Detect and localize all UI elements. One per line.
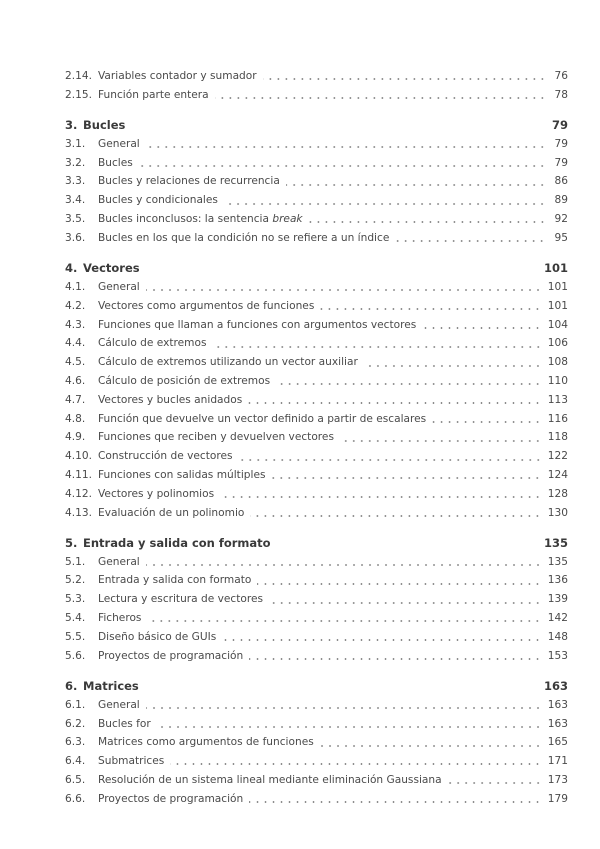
section-title-text: General — [98, 137, 140, 150]
section-title-text: Bucles inconclusos: la sentencia — [98, 213, 273, 226]
section-title — [98, 447, 233, 466]
toc-entry[interactable] — [65, 154, 568, 173]
section-title — [98, 191, 218, 210]
section-title — [98, 715, 151, 734]
dot-leader — [248, 399, 541, 407]
section-title-text: Función parte entera — [98, 88, 209, 101]
toc-entry[interactable] — [65, 466, 568, 485]
section-number: 5.6. — [65, 649, 86, 662]
section-number: 5.2. — [65, 574, 86, 587]
toc-entry[interactable] — [65, 628, 568, 647]
section-number: 6.3. — [65, 736, 86, 749]
section-title-text: Bucles y relaciones de recurrencia — [98, 175, 280, 188]
section-number: 3.2. — [65, 156, 86, 169]
section-number: 3.5. — [65, 213, 86, 226]
page-number: 95 — [554, 231, 568, 244]
section-number: 6.4. — [65, 755, 86, 768]
page-number: 153 — [547, 649, 568, 662]
section-number: 5.1. — [65, 555, 86, 568]
section-title-text: Funciones que reciben y devuelven vectores — [98, 431, 334, 444]
section-number: 2.15. — [65, 88, 92, 101]
dot-leader — [309, 218, 546, 226]
section-title-text: Funciones con salidas múltiples — [98, 468, 266, 481]
dot-leader — [147, 617, 541, 625]
page-number: 142 — [547, 612, 568, 625]
section-title-text: Funciones que llaman a funciones con argumentos vectores — [98, 318, 417, 331]
section-title-emphasis: break — [272, 213, 303, 226]
page-number: 92 — [554, 213, 568, 226]
dot-leader — [271, 474, 541, 482]
dot-leader — [213, 343, 542, 351]
dot-leader — [170, 760, 541, 768]
section-number: 3.4. — [65, 194, 86, 207]
section-title-text: Entrada y salida con formato — [98, 574, 252, 587]
toc-entry[interactable] — [65, 353, 568, 372]
chapter-heading[interactable] — [65, 259, 568, 278]
section-title-text: Evaluación de un polinomio — [98, 506, 245, 519]
page-number: 116 — [547, 412, 568, 425]
section-title-text: Submatrices — [98, 755, 165, 768]
toc-entry[interactable] — [65, 334, 568, 353]
page-number: 104 — [547, 318, 568, 331]
section-number: 4.2. — [65, 299, 86, 312]
toc-entry[interactable] — [65, 590, 568, 609]
dot-leader — [250, 512, 541, 520]
section-number: 4.13. — [65, 506, 92, 519]
section-title — [98, 485, 214, 504]
dot-leader — [146, 704, 542, 712]
section-title — [98, 316, 416, 335]
page-number: 79 — [554, 156, 568, 169]
page-number: 163 — [547, 698, 568, 711]
toc-entry[interactable] — [65, 647, 568, 666]
section-number: 4.4. — [65, 337, 86, 350]
toc-entry[interactable] — [65, 609, 568, 628]
toc-entry[interactable] — [65, 410, 568, 429]
dot-leader — [364, 362, 542, 370]
section-title-text: General — [98, 280, 140, 293]
page-number: 139 — [547, 593, 568, 606]
section-number: 5.4. — [65, 612, 86, 625]
dot-leader — [220, 493, 542, 501]
page-number: 110 — [547, 374, 568, 387]
section-number: 3.3. — [65, 175, 86, 188]
page-number: 113 — [547, 393, 568, 406]
toc-entry[interactable] — [65, 752, 568, 771]
section-number: 4.8. — [65, 412, 86, 425]
section-title — [98, 278, 140, 297]
section-number: 4.10. — [65, 450, 92, 463]
section-number: 4.12. — [65, 487, 92, 500]
section-title — [98, 790, 243, 809]
page-number: 101 — [547, 280, 568, 293]
toc-entry[interactable] — [65, 696, 568, 715]
section-number: 6.6. — [65, 792, 86, 805]
dot-leader — [263, 75, 546, 83]
section-title — [98, 297, 314, 316]
toc-entry[interactable] — [65, 391, 568, 410]
section-number: 4.6. — [65, 374, 86, 387]
section-title — [98, 609, 141, 628]
section-number: 6.5. — [65, 773, 86, 786]
section-title-text: Proyectos de programación — [98, 649, 244, 662]
page-number: 179 — [547, 792, 568, 805]
toc-entry[interactable] — [65, 278, 568, 297]
chapter-heading[interactable] — [65, 116, 568, 135]
page-number: 118 — [547, 431, 568, 444]
dot-leader — [269, 599, 542, 607]
chapter-page-number: 163 — [543, 678, 568, 693]
section-title — [98, 172, 280, 191]
chapter-title: Bucles — [83, 118, 126, 133]
dot-leader — [224, 200, 546, 208]
section-number: 5.5. — [65, 630, 86, 643]
toc-entry[interactable] — [65, 428, 568, 447]
section-number: 4.5. — [65, 356, 86, 369]
section-title-text: Cálculo de posición de extremos — [98, 374, 271, 387]
toc-entry[interactable] — [65, 485, 568, 504]
toc-entry[interactable] — [65, 135, 568, 154]
section-number: 4.7. — [65, 393, 86, 406]
toc-entry[interactable] — [65, 715, 568, 734]
chapter-heading[interactable] — [65, 534, 568, 553]
section-title — [98, 696, 140, 715]
dot-leader — [249, 655, 542, 663]
section-title — [98, 391, 242, 410]
page-number: 130 — [547, 506, 568, 519]
section-title-text: Cálculo de extremos utilizando un vector auxiliar — [98, 356, 358, 369]
section-title-text: Proyectos de programación — [98, 792, 244, 805]
page-number: 148 — [547, 630, 568, 643]
dot-leader — [432, 418, 542, 426]
section-title — [98, 733, 314, 752]
section-number: 5.3. — [65, 593, 86, 606]
page-number: 171 — [547, 755, 568, 768]
chapter-title: Matrices — [83, 678, 139, 693]
section-title — [98, 590, 263, 609]
section-number: 3.6. — [65, 231, 86, 244]
section-number: 2.14. — [65, 70, 92, 82]
chapter-number: 6. — [65, 678, 78, 693]
chapter-number: 4. — [65, 261, 78, 276]
toc-entry[interactable] — [65, 504, 568, 523]
section-title-text: General — [98, 555, 140, 568]
page-number: 122 — [547, 450, 568, 463]
section-title — [98, 428, 334, 447]
chapter-title: Vectores — [83, 261, 140, 276]
section-title-text: General — [98, 698, 140, 711]
table-of-contents — [65, 67, 568, 808]
page-number: 106 — [547, 337, 568, 350]
section-title-text: Ficheros — [98, 612, 142, 625]
chapter-number: 3. — [65, 118, 78, 133]
section-title-text: Bucles en los que la condición no se refiere a un índice — [98, 231, 390, 244]
dot-leader — [139, 162, 546, 170]
page-number: 108 — [547, 356, 568, 369]
dot-leader — [146, 143, 546, 151]
section-title — [98, 410, 426, 429]
dot-leader — [395, 237, 546, 245]
section-title — [98, 372, 270, 391]
page-number: 78 — [554, 88, 568, 101]
toc-entry[interactable] — [65, 67, 568, 86]
section-title — [98, 334, 207, 353]
section-number: 3.1. — [65, 137, 86, 150]
section-title — [98, 67, 257, 86]
section-number: 4.9. — [65, 431, 86, 444]
toc-entry[interactable] — [65, 372, 568, 391]
section-number: 6.2. — [65, 717, 86, 730]
page-number: 124 — [547, 468, 568, 481]
chapter-page-number: 101 — [543, 261, 568, 276]
dot-leader — [249, 798, 542, 806]
section-title — [98, 135, 140, 154]
toc-entry[interactable] — [65, 790, 568, 809]
section-title-text: Bucles for — [98, 717, 151, 730]
dot-leader — [422, 324, 542, 332]
toc-entry[interactable] — [65, 229, 568, 248]
section-title-text: Vectores y polinomios — [98, 487, 215, 500]
section-title — [98, 504, 244, 523]
chapter-page-number: 79 — [551, 118, 568, 133]
dot-leader — [320, 305, 541, 313]
toc-entry[interactable] — [65, 86, 568, 105]
dot-leader — [146, 561, 542, 569]
chapter-page-number: 135 — [543, 535, 568, 550]
page-number: 136 — [547, 574, 568, 587]
dot-leader — [157, 723, 542, 731]
toc-entry[interactable] — [65, 553, 568, 572]
page-number: 86 — [554, 175, 568, 188]
dot-leader — [146, 286, 542, 294]
section-title-text: Vectores y bucles anidados — [98, 393, 243, 406]
section-title — [98, 553, 140, 572]
section-title-text: Diseño básico de GUIs — [98, 630, 217, 643]
toc-entry[interactable] — [65, 191, 568, 210]
dot-leader — [286, 181, 546, 189]
section-number: 6.1. — [65, 698, 86, 711]
section-title-text: Construcción de vectores — [98, 450, 233, 463]
toc-entry[interactable] — [65, 571, 568, 590]
section-title-text: Cálculo de extremos — [98, 337, 207, 350]
chapter-heading[interactable] — [65, 677, 568, 696]
section-title — [98, 752, 164, 771]
toc-entry[interactable] — [65, 771, 568, 790]
section-title-text: Lectura y escritura de vectores — [98, 593, 264, 606]
page-number: 101 — [547, 299, 568, 312]
section-title-text: Vectores como argumentos de funciones — [98, 299, 315, 312]
section-title-text: Bucles — [98, 156, 133, 169]
page-number: 165 — [547, 736, 568, 749]
dot-leader — [239, 456, 542, 464]
section-title-text: Matrices como argumentos de funciones — [98, 736, 314, 749]
section-number: 4.1. — [65, 280, 86, 293]
section-title-text: Función que devuelve un vector definido a partir de escalares — [98, 412, 427, 425]
section-title-text: Variables contador y sumador — [98, 70, 257, 82]
toc-entry[interactable] — [65, 733, 568, 752]
dot-leader — [340, 437, 542, 445]
page-number: 135 — [547, 555, 568, 568]
section-title — [98, 466, 265, 485]
dot-leader — [222, 636, 541, 644]
toc-entry[interactable] — [65, 210, 568, 229]
section-title — [98, 154, 133, 173]
page-number: 79 — [554, 137, 568, 150]
dot-leader — [276, 380, 542, 388]
page-number: 128 — [547, 487, 568, 500]
section-title — [98, 647, 243, 666]
page-number: 163 — [547, 717, 568, 730]
section-title — [98, 210, 303, 229]
section-title — [98, 771, 442, 790]
dot-leader — [320, 742, 542, 750]
chapter-title: Entrada y salida con formato — [83, 535, 271, 550]
toc-entry[interactable] — [65, 316, 568, 335]
section-number: 4.3. — [65, 318, 86, 331]
page-number: 76 — [554, 70, 568, 82]
dot-leader — [215, 94, 546, 102]
section-title-text: Resolución de un sistema lineal mediante eliminación Gaussiana — [98, 773, 442, 786]
section-title — [98, 229, 389, 248]
section-title — [98, 353, 358, 372]
section-title — [98, 628, 216, 647]
toc-entry[interactable] — [65, 297, 568, 316]
toc-entry[interactable] — [65, 447, 568, 466]
dot-leader — [257, 580, 541, 588]
section-title-text: Bucles y condicionales — [98, 194, 218, 207]
chapter-number: 5. — [65, 535, 78, 550]
page-number: 173 — [547, 773, 568, 786]
section-title — [98, 571, 251, 590]
section-title — [98, 86, 209, 105]
toc-entry[interactable] — [65, 172, 568, 191]
dot-leader — [448, 779, 542, 787]
page-number: 89 — [554, 194, 568, 207]
section-number: 4.11. — [65, 468, 92, 481]
